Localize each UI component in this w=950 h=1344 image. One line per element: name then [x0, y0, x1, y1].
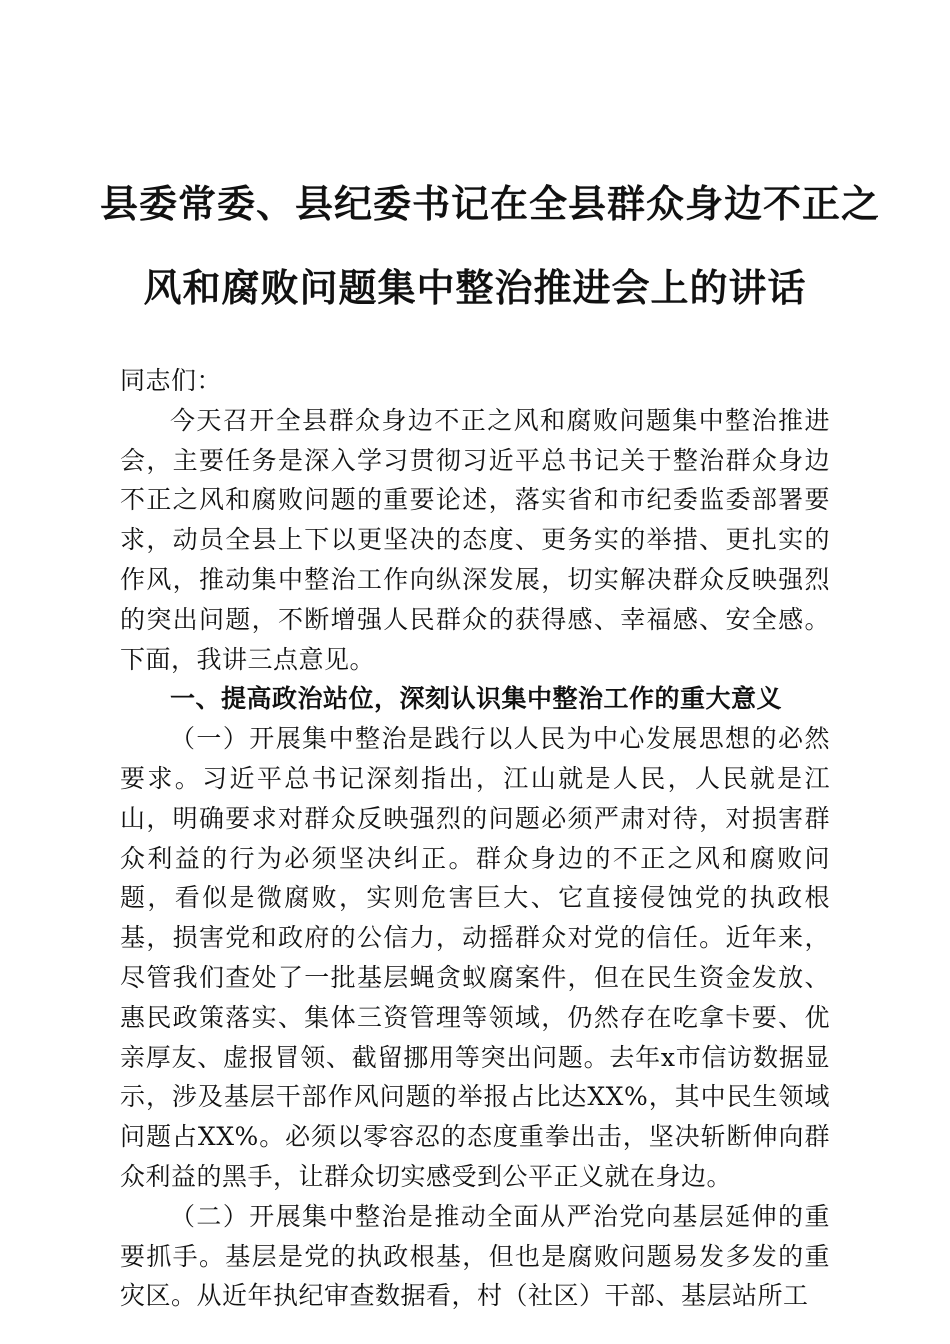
document-body [120, 361, 830, 1316]
intro-paragraph: 今天召开全县群众身边不正之风和腐败问题集中整治推进会，主要任务是深入学习贯彻习近平总书记关于整治群众身边不正之风和腐败问题的重要论述，落实省和市纪委监委部署要求，动员全县上下以更坚决的态度、更务实的举措、更扎实的作风，推动集中整治工作向纵深发展，切实解决群众反映强烈的突出问题，不断增强人民群众的获得感、幸福感、安全感。下面，我讲三点意见。 [120, 405, 830, 674]
paragraph-point-2: （二）开展集中整治是推动全面从严治党向基层延伸的重要抓手。基层是党的执政根基，但也是腐败问题易发多发的重灾区。从近年执纪审查数据看，村（社区）干部、基层站所工 [120, 1201, 830, 1311]
paragraph-point-1: （一）开展集中整治是践行以人民为中心发展思想的必然要求。习近平总书记深刻指出，江山就是人民，人民就是江山，明确要求对群众反映强烈的问题必须严肃对待，对损害群众利益的行为必须坚决纠正。群众身边的不正之风和腐败问题，看似是微腐败，实则危害巨大、它直接侵蚀党的执政根基，损害党和政府的公信力，动摇群众对党的信任。近年来，尽管我们查处了一批基层蝇贪蚁腐案件，但在民生资金发放、惠民政策落实、集体三资管理等领域，仍然存在吃拿卡要、优亲厚友、虚报冒领、截留挪用等突出问题。去年x市信访数据显示，涉及基层干部作风问题的举报占比达XX%，其中民生领域问题占XX%。必须以零容忍的态度重拳出击，坚决斩断伸向群众利益的黑手，让群众切实感受到公平正义就在身边。 [120, 724, 830, 1191]
salutation: 同志们： [120, 366, 223, 395]
section-heading-1: 一、提高政治站位，深刻认识集中整治工作的重大意义 [170, 684, 783, 714]
document-title [100, 162, 881, 330]
title-line-1: 县委常委、县纪委书记在全县群众身边不正之 [100, 181, 881, 226]
title-line-2: 风和腐败问题集中整治推进会上的讲话 [143, 265, 807, 310]
